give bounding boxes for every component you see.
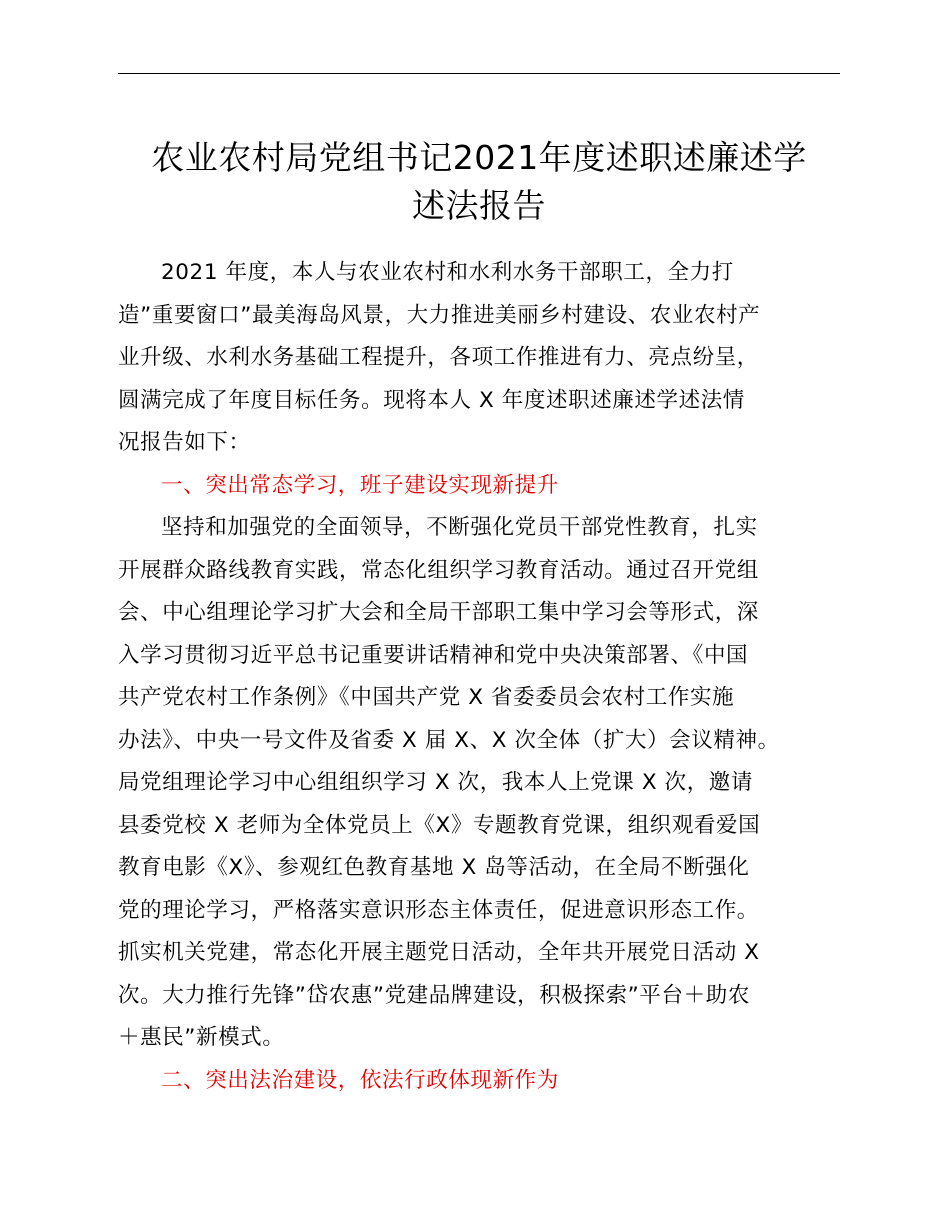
paragraph-line: 2021 年度，本人与农业农村和水利水务干部职工，全力打: [161, 260, 734, 285]
paragraph-line: 开展群众路线教育实践，常态化组织学习教育活动。通过召开党组: [118, 557, 759, 583]
paragraph-line: 圆满完成了年度目标任务。现将本人 X 年度述职述廉述学述法情: [118, 387, 745, 413]
paragraph-line: 业升级、水利水务基础工程提升，各项工作推进有力、亮点纷呈，: [118, 345, 759, 370]
document-title: [118, 134, 840, 230]
paragraph-line: ＋惠民”新模式。: [118, 1025, 285, 1050]
paragraph-line: 局党组理论学习中心组组织学习 X 次，我本人上党课 X 次，邀请: [118, 770, 753, 795]
paragraph-line: 况报告如下：: [118, 430, 251, 455]
paragraph-line: 入学习贯彻习近平总书记重要讲话精神和党中央决策部署、《中国: [118, 642, 749, 668]
paragraph-line: 教育电影《X》、参观红色教育基地 X 岛等活动，在全局不断强化: [118, 855, 750, 880]
paragraph-line: 会、中心组理论学习扩大会和全局干部职工集中学习会等形式，深: [118, 600, 759, 625]
document-body: [118, 252, 840, 1102]
paragraph-line: 坚持和加强党的全面领导，不断强化党员干部党性教育，扎实: [161, 515, 758, 540]
paragraph-line: 共产党农村工作条例》《中国共产党 X 省委委员会农村工作实施: [118, 685, 735, 710]
section-heading-1: 一、突出常态学习，班子建设实现新提升: [161, 472, 559, 498]
title-line-2: 述法报告: [412, 186, 546, 225]
paragraph-line: 县委党校 X 老师为全体党员上《X》专题教育党课，组织观看爱国: [118, 812, 761, 838]
header-rule: [118, 73, 840, 74]
paragraph-line: 党的理论学习，严格落实意识形态主体责任，促进意识形态工作。: [118, 897, 759, 923]
section-heading-2: 二、突出法治建设，依法行政体现新作为: [161, 1067, 559, 1093]
paragraph-line: 次。大力推行先锋”岱农惠”党建品牌建设，积极探索”平台＋助农: [118, 982, 750, 1008]
paragraph-line: 抓实机关党建，常态化开展主题党日活动，全年共开展党日活动 X: [118, 940, 760, 965]
title-line-1: 农业农村局党组书记2021年度述职述廉述学: [151, 138, 807, 177]
paragraph-line: 办法》、中央一号文件及省委 X 届 X、X 次全体（扩大）会议精神。: [118, 727, 780, 753]
paragraph-line: 造”重要窗口”最美海岛风景，大力推进美丽乡村建设、农业农村产: [118, 302, 761, 328]
